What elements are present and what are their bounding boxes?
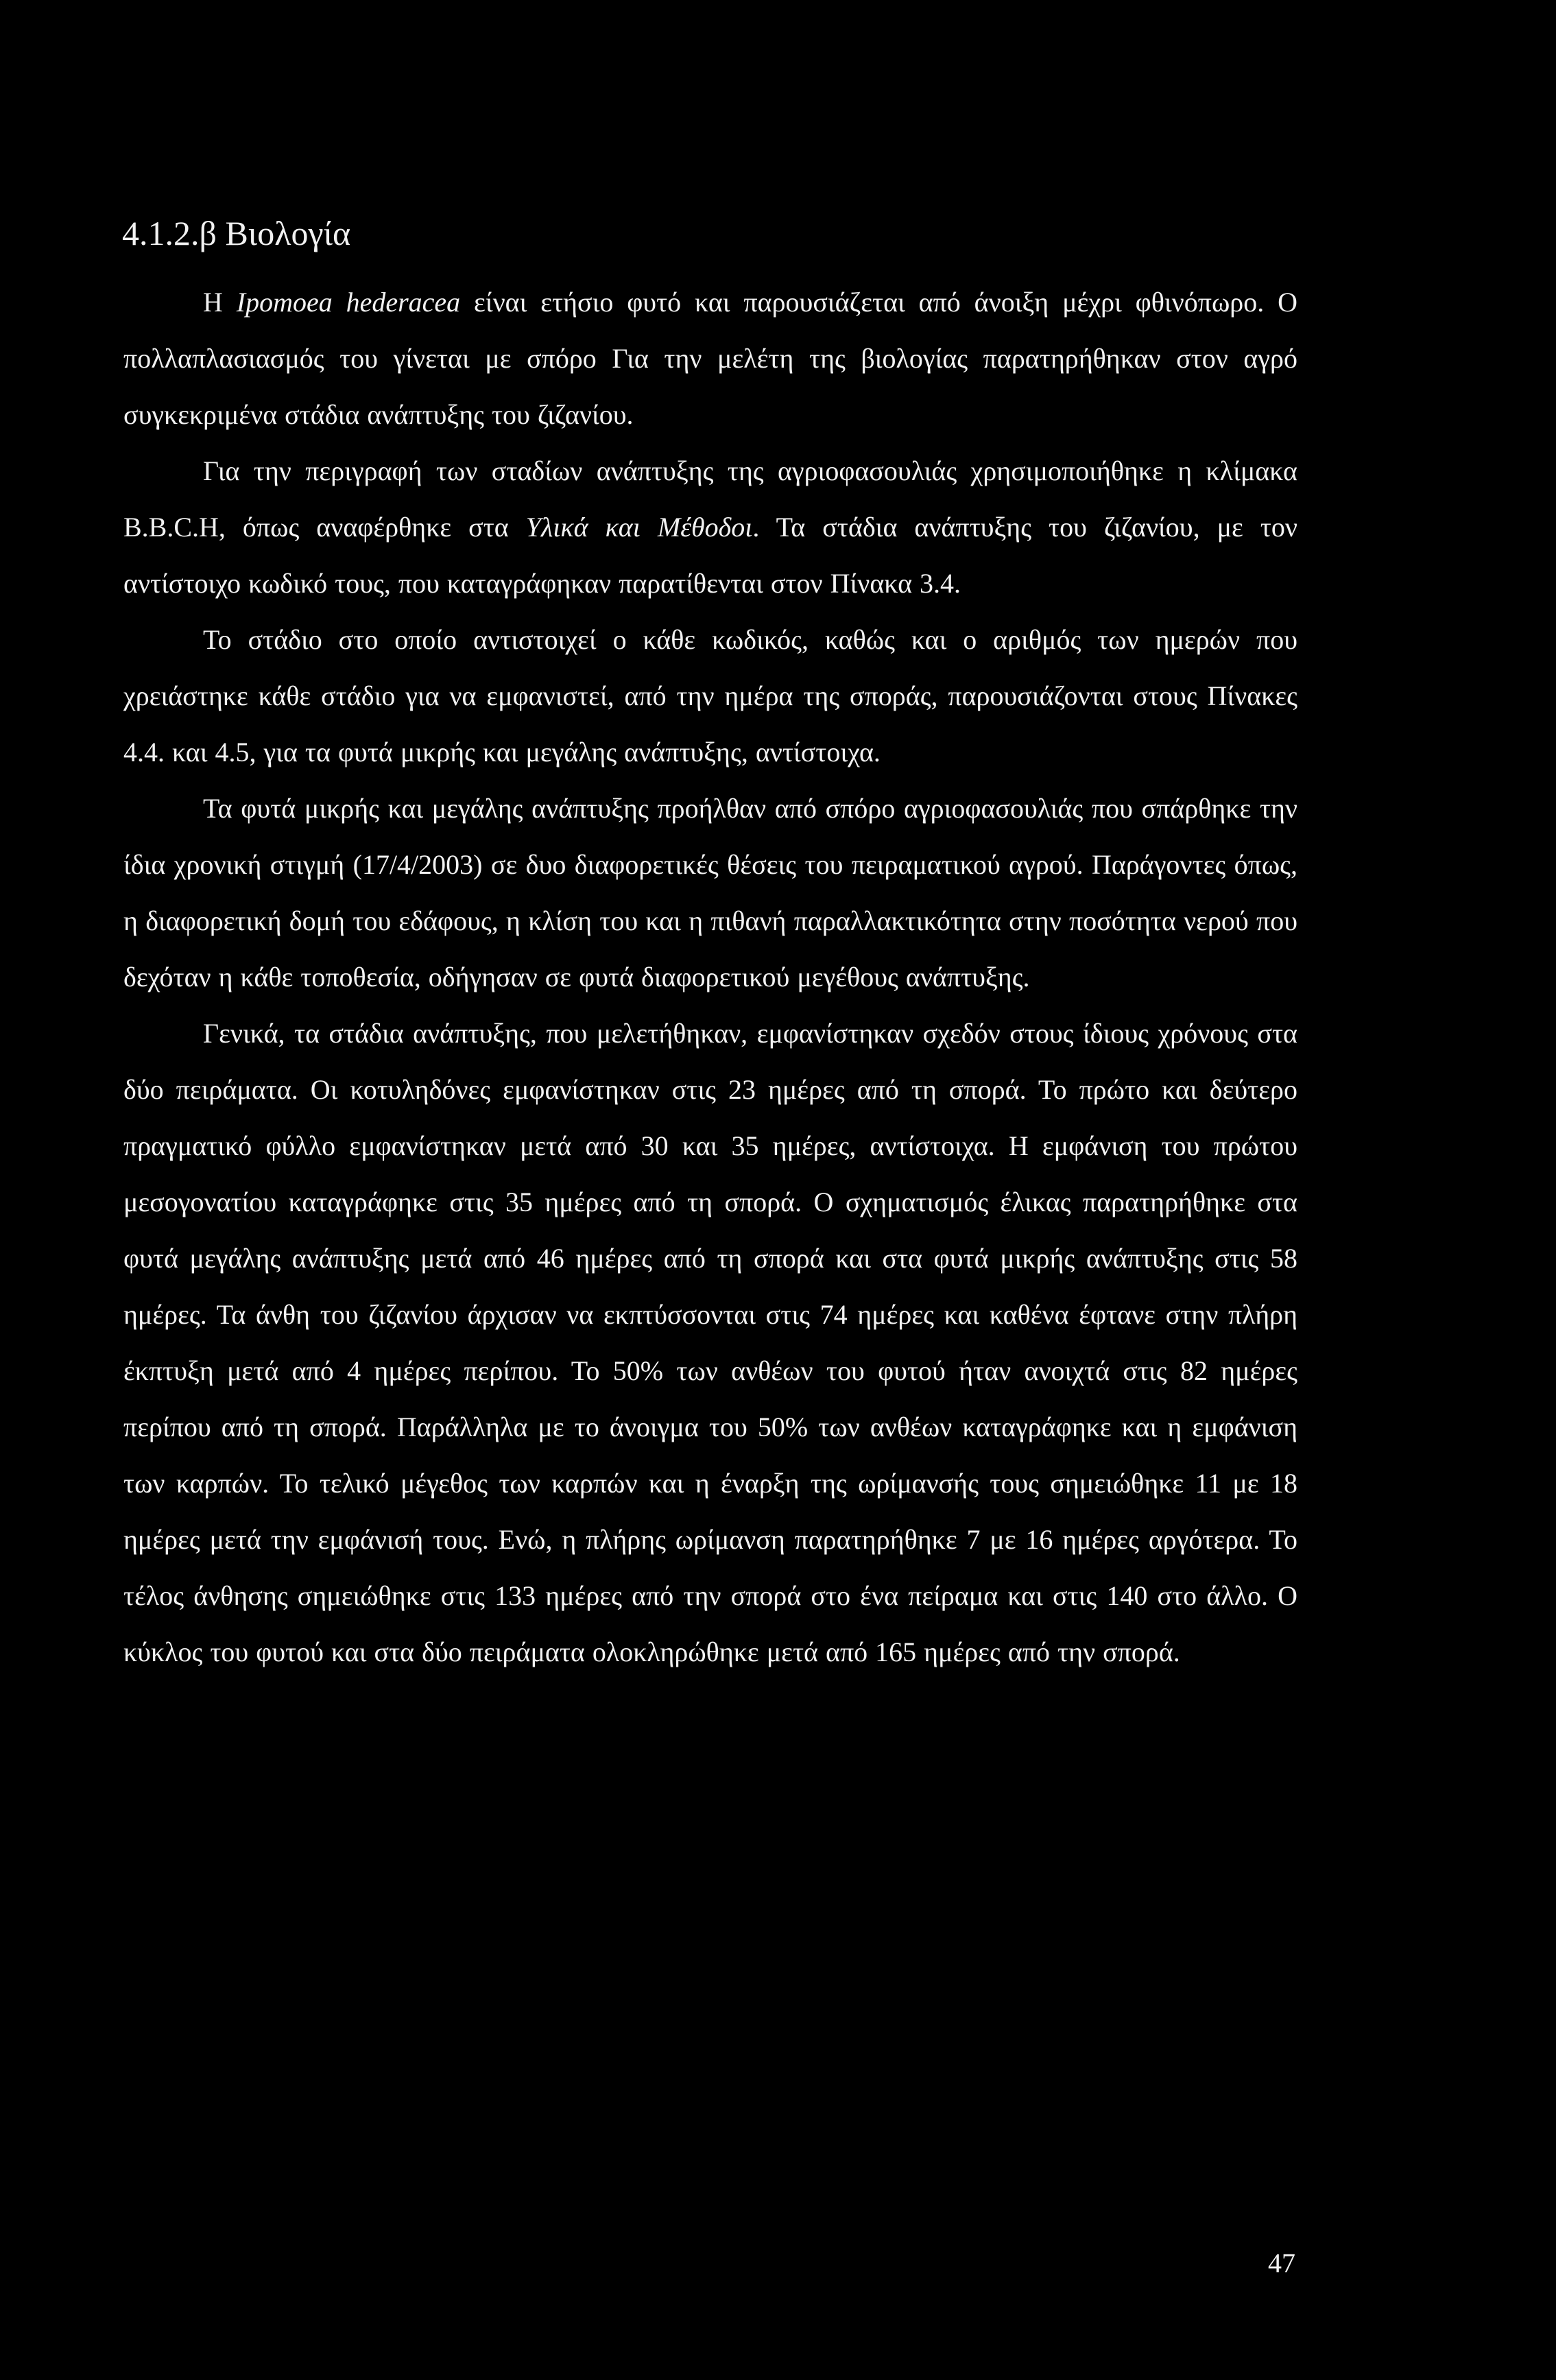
text-run: . Τα στάδια ανάπτυξης του ζιζανίου, με τον αντίστοιχο κωδικό τους, που καταγράφηκαν παρατίθενται στον Πίνακα 3.4. (123, 512, 1297, 599)
text-run: Τα φυτά μικρής και μεγάλης ανάπτυξης προήλθαν από σπόρο αγριοφασουλιάς που σπάρθηκε την ίδια χρονική στιγμή (17/4/2003) σε δυο διαφορετικές θέσεις του πειραματικού αγρού. Παράγοντες όπως, η διαφορετική δομή του εδάφους, η κλίση του και η πιθανή παραλλακτικότητα στην ποσότητα νερού που δεχόταν η κάθε τοποθεσία, οδήγησαν σε φυτά διαφορετικού μεγέθους ανάπτυξης. (123, 793, 1297, 992)
paragraph-tables-reference (123, 612, 1297, 781)
paragraph-bbch-scale (123, 443, 1297, 612)
body-text (123, 274, 1297, 1680)
section-heading: 4.1.2.β Βιολογία (122, 214, 351, 252)
page-number: 47 (1268, 2248, 1295, 2278)
paragraph-plant-origin (123, 781, 1297, 1005)
text-run: Το στάδιο στο οποίο αντιστοιχεί ο κάθε κωδικός, καθώς και ο αριθμός των ημερών που χρειάστηκε κάθε στάδιο για να εμφανιστεί, από την ημέρα της σποράς, παρουσιάζονται στους Πίνακες 4.4. και 4.5, για τα φυτά μικρής και μεγάλης ανάπτυξης, αντίστοιχα. (123, 624, 1297, 767)
text-run: είναι ετήσιο φυτό και παρουσιάζεται από άνοιξη μέχρι φθινόπωρο. Ο πολλαπλασιασμός του γίνεται με σπόρο Για την μελέτη της βιολογίας παρατηρήθηκαν στον αγρό συγκεκριμένα στάδια ανάπτυξης του ζιζανίου. (123, 287, 1297, 430)
species-name-italic: Ipomoea hederacea (236, 287, 461, 318)
text-run: Για την περιγραφή των σταδίων ανάπτυξης της αγριοφασουλιάς χρησιμοποιήθηκε η κλίμακα B.B.C.H, όπως αναφέρθηκε στα (123, 455, 1297, 543)
section-reference-italic: Υλικά και Μέθοδοι (525, 512, 753, 543)
paragraph-biology-intro (123, 274, 1297, 443)
paragraph-growth-stages (123, 1005, 1297, 1680)
text-run: Η (203, 287, 237, 318)
text-run: Γενικά, τα στάδια ανάπτυξης, που μελετήθηκαν, εμφανίστηκαν σχεδόν στους ίδιους χρόνους στα δύο πειράματα. Οι κοτυληδόνες εμφανίστηκαν στις 23 ημέρες από τη σπορά. Το πρώτο και δεύτερο πραγματικό φύλλο εμφανίστηκαν μετά από 30 και 35 ημέρες, αντίστοιχα. Η εμφάνιση του πρώτου μεσογονατίου καταγράφηκε στις 35 ημέρες από τη σπορά. Ο σχηματισμός έλικας παρατηρήθηκε στα φυτά μεγάλης ανάπτυξης μετά από 46 ημέρες από τη σπορά και στα φυτά μικρής ανάπτυξης στις 58 ημέρες. Τα άνθη του ζιζανίου άρχισαν να εκπτύσσονται στις 74 ημέρες και καθένα έφτανε στην πλήρη έκπτυξη μετά από 4 ημέρες περίπου. Το 50% των ανθέων του φυτού ήταν ανοιχτά στις 82 ημέρες περίπου από τη σπορά. Παράλληλα με το άνοιγμα του 50% των ανθέων καταγράφηκε και η εμφάνιση των καρπών. Το τελικό μέγεθος των καρπών και η έναρξη της ωρίμανσής τους σημειώθηκε 11 με 18 ημέρες μετά την εμφάνισή τους. Ενώ, η πλήρης ωρίμανση παρατηρήθηκε 7 με 16 ημέρες αργότερα. Το τέλος άνθησης σημειώθηκε στις 133 ημέρες από την σπορά στο ένα πείραμα και στις 140 στο άλλο. Ο κύκλος του φυτού και στα δύο πειράματα ολοκληρώθηκε μετά από 165 ημέρες από την σπορά. (123, 1018, 1297, 1667)
